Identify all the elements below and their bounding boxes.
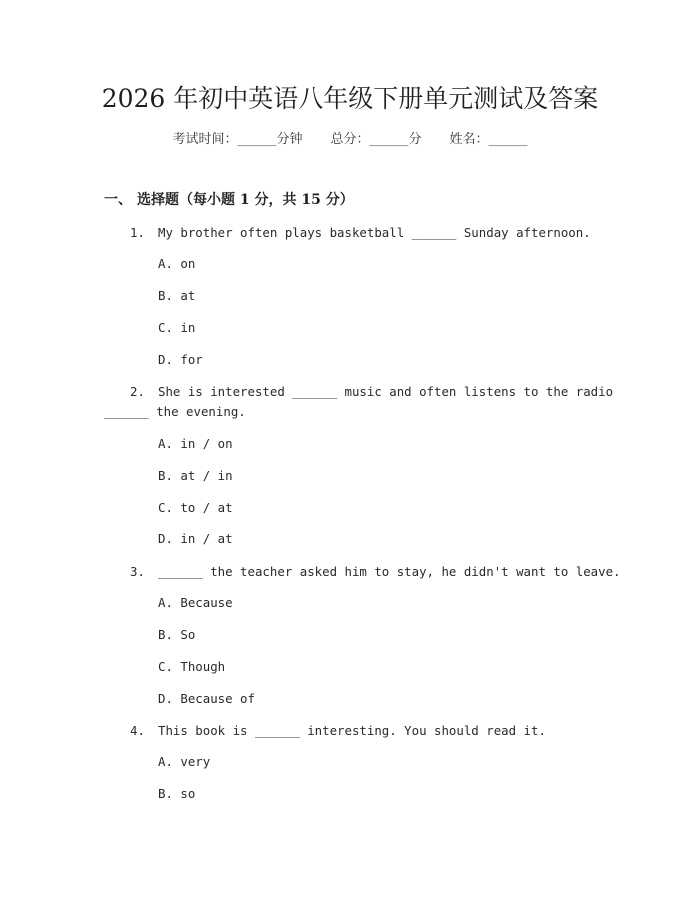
- option-4b: B. so: [158, 786, 196, 801]
- question-text: ______ the teacher asked him to stay, he didn't want to leave.: [158, 564, 621, 579]
- question-number: 4.: [130, 723, 145, 738]
- option-1b: B. at: [158, 288, 196, 303]
- question-3: [104, 562, 621, 582]
- option-2d: D. in / at: [158, 531, 233, 546]
- question-4: [104, 721, 604, 741]
- option-3d: D. Because of: [158, 691, 255, 706]
- section-title: 选择题（每小题 1 分，共 15 分）: [137, 192, 354, 208]
- question-text: This book is ______ interesting. You should read it.: [158, 723, 546, 738]
- exam-time-field: 考试时间：______分钟: [172, 132, 303, 147]
- option-3b: B. So: [158, 627, 196, 642]
- section-number: 一、: [104, 192, 132, 208]
- option-3c: C. Though: [158, 659, 226, 674]
- total-score-field: 总分：______分: [330, 132, 422, 147]
- question-1: [104, 223, 604, 243]
- option-1c: C. in: [158, 320, 196, 335]
- option-3a: A. Because: [158, 595, 233, 610]
- name-field: 姓名：______: [449, 132, 528, 147]
- section-heading: [104, 191, 354, 209]
- option-2a: A. in / on: [158, 436, 233, 451]
- option-1d: D. for: [158, 352, 203, 367]
- option-2b: B. at / in: [158, 468, 233, 483]
- question-number: 2.: [130, 384, 145, 399]
- question-text: My brother often plays basketball ______ Sunday afternoon.: [158, 225, 591, 240]
- option-2c: C. to / at: [158, 500, 233, 515]
- question-text-continued: ______ the evening.: [104, 404, 246, 419]
- question-number: 3.: [130, 564, 145, 579]
- question-text: She is interested ______ music and often listens to the radio: [158, 384, 614, 399]
- option-4a: A. very: [158, 754, 211, 769]
- option-1a: A. on: [158, 256, 196, 271]
- question-2: [104, 382, 614, 422]
- question-number: 1.: [130, 225, 145, 240]
- page-title: 2026 年初中英语八年级下册单元测试及答案: [101, 84, 599, 113]
- exam-meta: [0, 131, 700, 149]
